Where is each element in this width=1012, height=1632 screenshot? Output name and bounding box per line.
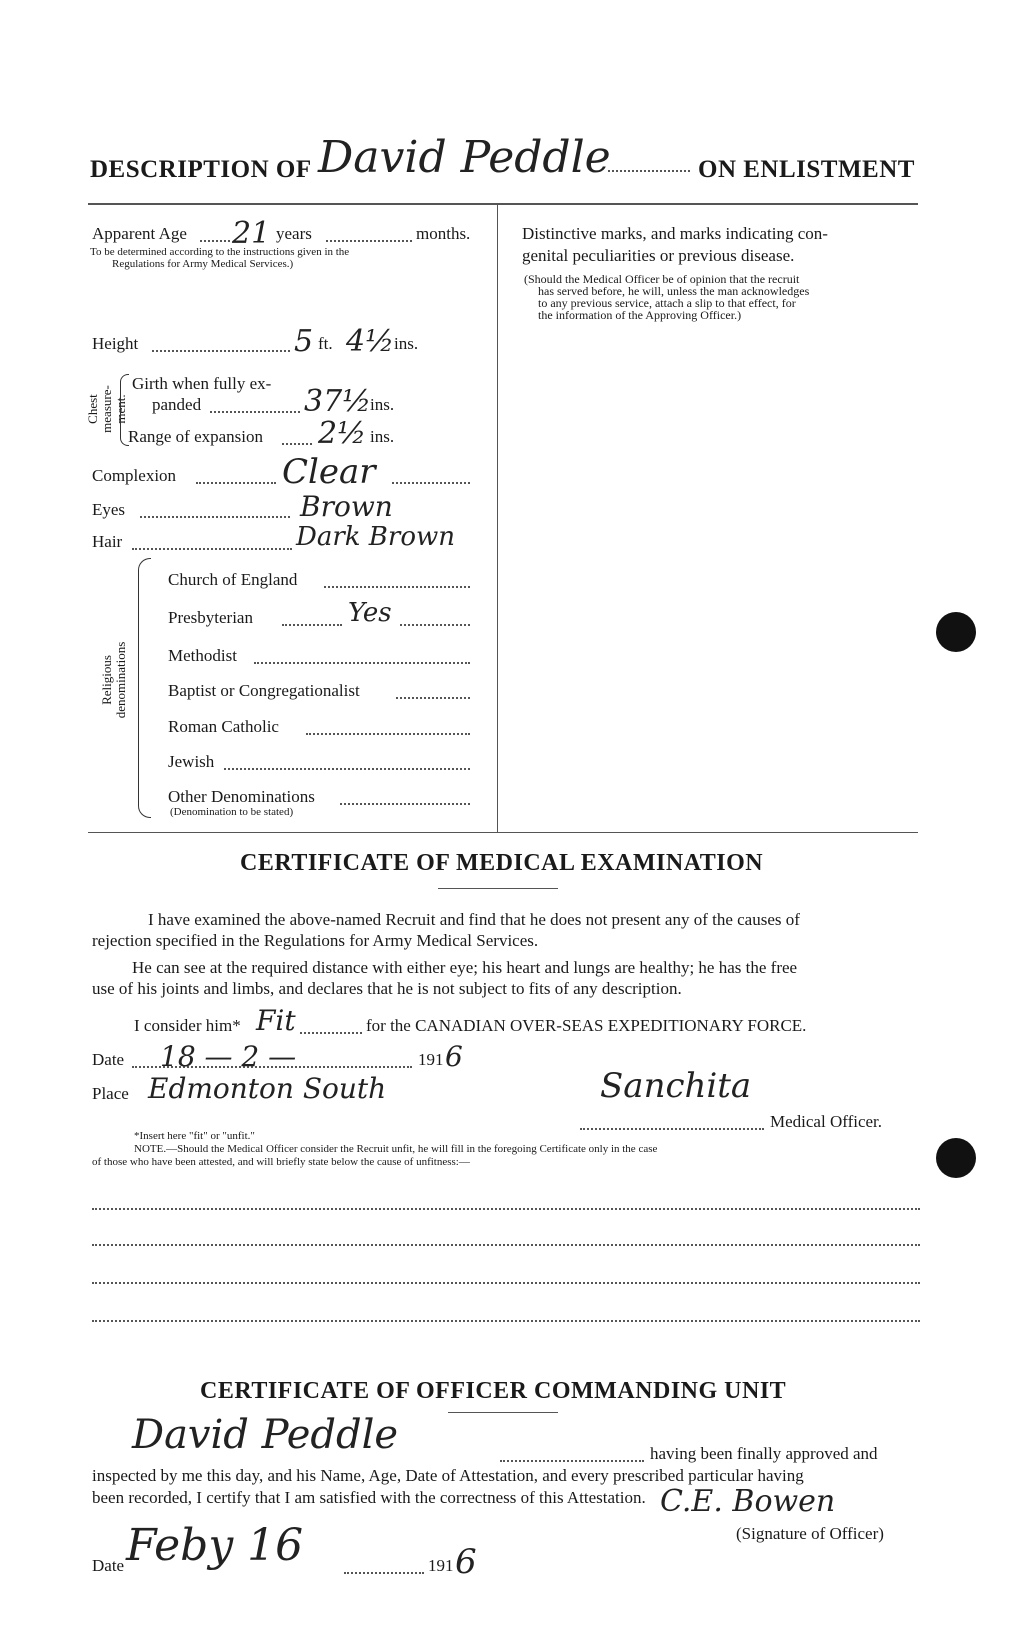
eyes-value: Brown bbox=[300, 490, 393, 523]
recruit-name: David Peddle bbox=[318, 132, 611, 183]
insert-note: *Insert here "fit" or "unfit." bbox=[134, 1130, 255, 1142]
medical-officer-signature: Sanchita bbox=[600, 1066, 752, 1106]
age-dots bbox=[200, 240, 230, 242]
religion-label-baptist: Baptist or Congregationalist bbox=[168, 681, 360, 700]
age-label: Apparent Age bbox=[92, 224, 187, 243]
commanding-year-print: 191 bbox=[428, 1556, 454, 1575]
height-dots bbox=[152, 350, 290, 352]
hair-label: Hair bbox=[92, 532, 123, 551]
religion-dots-5 bbox=[224, 768, 470, 770]
header-title-left: DESCRIPTION OF bbox=[90, 156, 312, 183]
commanding-year-hand: 6 bbox=[455, 1542, 477, 1582]
height-ft-value: 5 bbox=[294, 324, 314, 359]
religion-brace bbox=[138, 558, 151, 818]
girth-label-2: panded bbox=[152, 395, 202, 414]
hair-dots bbox=[132, 548, 292, 550]
years-label: years bbox=[276, 224, 312, 243]
marks-line-1: Distinctive marks, and marks indicating con- bbox=[522, 224, 828, 243]
commanding-name-dots bbox=[500, 1460, 644, 1462]
religion-dots-1b bbox=[400, 624, 470, 626]
section-rule bbox=[88, 832, 918, 833]
header-dots bbox=[608, 170, 690, 172]
religion-dots-2 bbox=[254, 662, 470, 664]
consider-suffix: for the CANADIAN OVER-SEAS EXPEDITIONARY FORCE. bbox=[366, 1016, 807, 1035]
commanding-line3: been recorded, I certify that I am satisfied with the correctness of this Attestation. bbox=[92, 1488, 646, 1507]
complexion-dots-2 bbox=[392, 482, 470, 484]
top-rule bbox=[88, 203, 918, 205]
religion-side-label: Religious denominations bbox=[99, 641, 128, 719]
chest-side-label: Chest measure- ment. bbox=[85, 385, 128, 433]
punch-hole-bottom bbox=[936, 1138, 976, 1178]
religion-value-presbyterian: Yes bbox=[348, 598, 392, 628]
complexion-label: Complexion bbox=[92, 466, 177, 485]
commanding-line1-suffix: having been finally approved and bbox=[650, 1444, 878, 1463]
girth-ins: ins. bbox=[370, 395, 395, 414]
commanding-date-label: Date bbox=[92, 1556, 125, 1575]
range-label: Range of expansion bbox=[128, 427, 264, 446]
consider-prefix: I consider him* bbox=[134, 1016, 241, 1035]
religion-label-jewish: Jewish bbox=[168, 752, 215, 771]
religion-label-presbyterian: Presbyterian bbox=[168, 608, 253, 627]
unfit-line-3 bbox=[92, 1282, 920, 1284]
medical-officer-label: Medical Officer. bbox=[770, 1112, 883, 1131]
marks-note-2: has served before, he will, unless the man acknowledges bbox=[538, 284, 810, 298]
commanding-signature-label: (Signature of Officer) bbox=[736, 1524, 884, 1543]
religion-dots-4 bbox=[306, 733, 470, 735]
religion-label-church-of-england: Church of England bbox=[168, 570, 298, 589]
complexion-dots bbox=[196, 482, 276, 484]
commanding-date-dots bbox=[344, 1572, 424, 1574]
commanding-officer-signature: C.E. Bowen bbox=[660, 1484, 836, 1519]
height-in-value: 4½ bbox=[346, 324, 395, 359]
commanding-heading: CERTIFICATE OF OFFICER COMMANDING UNIT bbox=[200, 1378, 787, 1404]
medical-year-hand: 6 bbox=[445, 1040, 463, 1073]
age-note-1: To be determined according to the instructions given in the bbox=[90, 246, 350, 258]
place-value: Edmonton South bbox=[148, 1072, 387, 1105]
medical-date-label: Date bbox=[92, 1050, 125, 1069]
unfit-line-4 bbox=[92, 1320, 920, 1322]
header-title-right: ON ENLISTMENT bbox=[698, 156, 915, 183]
months-dots bbox=[326, 240, 412, 242]
age-value: 21 bbox=[232, 216, 271, 251]
medical-para2-line1: He can see at the required distance with either eye; his heart and lungs are healthy; he has the free bbox=[132, 958, 798, 977]
ins-label: ins. bbox=[394, 334, 419, 353]
religion-label-roman-catholic: Roman Catholic bbox=[168, 717, 279, 736]
marks-note-4: the information of the Approving Officer.) bbox=[538, 308, 742, 322]
consider-value: Fit bbox=[256, 1004, 296, 1037]
range-ins: ins. bbox=[370, 427, 395, 446]
unfit-note-line2: of those who have been attested, and will briefly state below the cause of unfitness:— bbox=[92, 1156, 470, 1168]
hair-value: Dark Brown bbox=[296, 522, 455, 552]
unfit-line-1 bbox=[92, 1208, 920, 1210]
marks-line-2: genital peculiarities or previous disease. bbox=[522, 246, 795, 265]
unfit-note-line1: NOTE.—Should the Medical Officer consider the Recruit unfit, he will fill in the foregoing Certificate only in the case bbox=[134, 1143, 658, 1155]
medical-para1-line2: rejection specified in the Regulations for Army Medical Services. bbox=[92, 931, 539, 950]
medical-date-value: 18 — 2 — bbox=[160, 1040, 297, 1073]
commanding-heading-underline bbox=[448, 1412, 558, 1413]
marks-note-1: (Should the Medical Officer be of opinion that the recruit bbox=[524, 272, 800, 286]
religion-dots-1 bbox=[282, 624, 342, 626]
marks-note-3: to any previous service, attach a slip to that effect, for bbox=[538, 296, 796, 310]
place-label: Place bbox=[92, 1084, 129, 1103]
religion-label-methodist: Methodist bbox=[168, 646, 237, 665]
medical-year-print: 191 bbox=[418, 1050, 444, 1069]
girth-dots bbox=[210, 411, 300, 413]
eyes-dots bbox=[140, 516, 290, 518]
medical-heading-underline bbox=[438, 888, 558, 889]
medical-para2-line2: use of his joints and limbs, and declares that he is not subject to fits of any description. bbox=[92, 979, 682, 998]
punch-hole-top bbox=[936, 612, 976, 652]
girth-label-1: Girth when fully ex- bbox=[132, 374, 272, 393]
eyes-label: Eyes bbox=[92, 500, 126, 519]
medical-officer-dots bbox=[580, 1128, 764, 1130]
religion-dots-0 bbox=[324, 586, 470, 588]
religion-dots-6 bbox=[340, 803, 470, 805]
commanding-line2: inspected by me this day, and his Name, Age, Date of Attestation, and every prescribed particular having bbox=[92, 1466, 804, 1485]
girth-value: 37½ bbox=[304, 384, 372, 419]
religion-dots-3 bbox=[396, 697, 470, 699]
range-value: 2½ bbox=[318, 416, 367, 451]
age-note-2: Regulations for Army Medical Services.) bbox=[112, 258, 294, 270]
unfit-line-2 bbox=[92, 1244, 920, 1246]
column-divider bbox=[497, 203, 498, 833]
ft-label: ft. bbox=[318, 334, 333, 353]
commanding-date-value: Feby 16 bbox=[126, 1520, 304, 1571]
medical-para1-line1: I have examined the above-named Recruit and find that he does not present any of the causes of bbox=[148, 910, 800, 929]
commanding-recruit-name: David Peddle bbox=[132, 1412, 399, 1458]
medical-heading: CERTIFICATE OF MEDICAL EXAMINATION bbox=[240, 850, 764, 876]
denomination-note: (Denomination to be stated) bbox=[170, 806, 294, 818]
complexion-value: Clear bbox=[282, 452, 376, 492]
months-label: months. bbox=[416, 224, 471, 243]
religion-label-other: Other Denominations bbox=[168, 787, 315, 806]
range-dots bbox=[282, 443, 312, 445]
consider-dots bbox=[300, 1032, 362, 1034]
height-label: Height bbox=[92, 334, 139, 353]
